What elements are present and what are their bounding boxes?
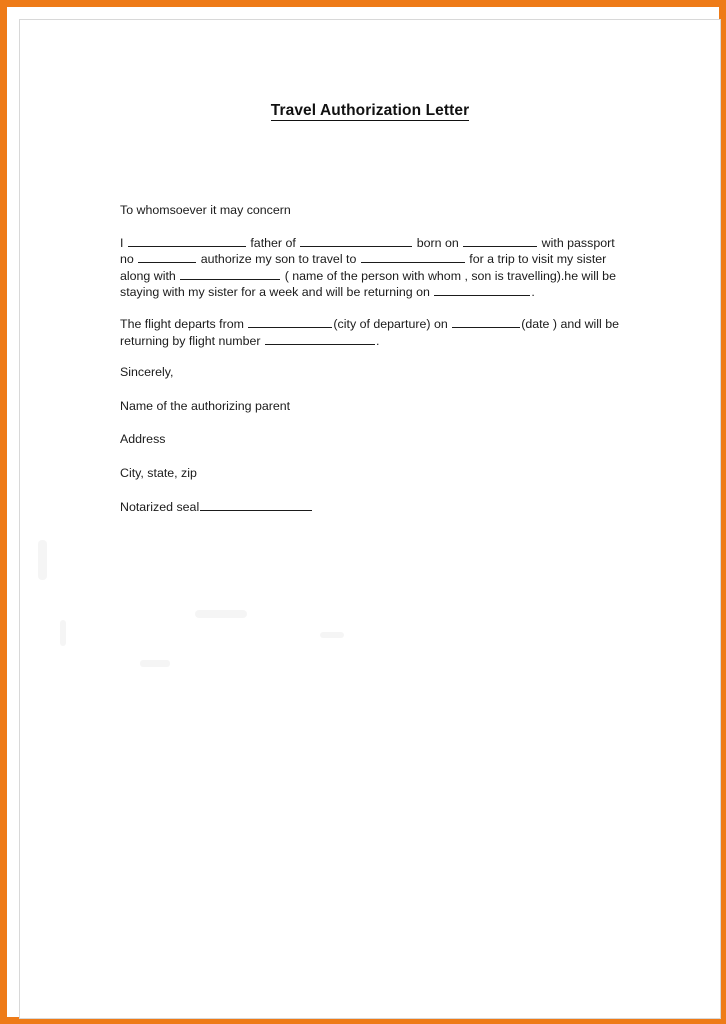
document-page bbox=[19, 19, 721, 1019]
blank-departure-city[interactable] bbox=[248, 316, 332, 328]
closing-text: Sincerely, bbox=[120, 365, 174, 380]
document-title-text: Travel Authorization Letter bbox=[270, 102, 470, 119]
scan-artifact bbox=[195, 610, 247, 618]
p1-seg-1: I bbox=[120, 235, 124, 250]
p1-seg-7: ( name of the person with whom , son is travelling).he will be staying with my sister for a week and will be returning on bbox=[120, 268, 616, 300]
blank-departure-date[interactable] bbox=[452, 316, 520, 328]
p2-seg-1: The flight departs from bbox=[120, 316, 244, 331]
closing-line bbox=[120, 364, 620, 381]
p1-seg-6: for a trip to visit my sister along with bbox=[120, 252, 607, 283]
blank-birth-date[interactable] bbox=[463, 235, 537, 247]
scan-artifact bbox=[140, 660, 170, 667]
salutation-text: To whomsoever it may concern bbox=[120, 203, 291, 217]
p2-seg-5: . bbox=[375, 333, 380, 348]
blank-parent-name[interactable] bbox=[128, 235, 246, 247]
scan-artifact bbox=[320, 632, 344, 638]
blank-flight-number[interactable] bbox=[265, 333, 375, 345]
blank-companion-name[interactable] bbox=[180, 268, 280, 280]
p1-seg-3: born on bbox=[416, 235, 459, 250]
p2-seg-3: (date ) bbox=[521, 316, 558, 331]
p2-seg-2: (city of departure) on bbox=[333, 316, 448, 331]
scan-artifact bbox=[60, 620, 66, 646]
city-state-zip-line bbox=[120, 465, 620, 482]
paragraph-flight-details bbox=[120, 316, 620, 349]
notarized-seal-label: Notarized seal bbox=[120, 499, 200, 514]
blank-passport-number[interactable] bbox=[138, 251, 196, 263]
blank-destination[interactable] bbox=[361, 251, 465, 263]
blank-notarized-seal[interactable] bbox=[200, 499, 312, 511]
document-title bbox=[20, 102, 720, 120]
signature-name-line bbox=[120, 398, 620, 415]
address-line bbox=[120, 431, 620, 448]
letter-body bbox=[120, 202, 620, 531]
city-state-zip-text: City, state, zip bbox=[120, 465, 197, 480]
signature-name-text: Name of the authorizing parent bbox=[120, 398, 291, 413]
p1-seg-4: with passport no bbox=[120, 235, 615, 267]
paragraph-authorization bbox=[120, 235, 620, 301]
p2-seg-4: and will be returning by flight number bbox=[120, 316, 620, 348]
address-text: Address bbox=[120, 432, 166, 447]
notarized-seal-line bbox=[120, 499, 620, 516]
scan-artifact bbox=[38, 540, 47, 580]
salutation-line bbox=[120, 202, 620, 219]
blank-child-name[interactable] bbox=[300, 235, 412, 247]
p1-seg-8: . bbox=[531, 285, 535, 300]
p1-seg-2: father of bbox=[250, 235, 296, 250]
p1-seg-5: authorize my son to travel to bbox=[200, 252, 357, 267]
blank-return-date[interactable] bbox=[434, 284, 530, 296]
